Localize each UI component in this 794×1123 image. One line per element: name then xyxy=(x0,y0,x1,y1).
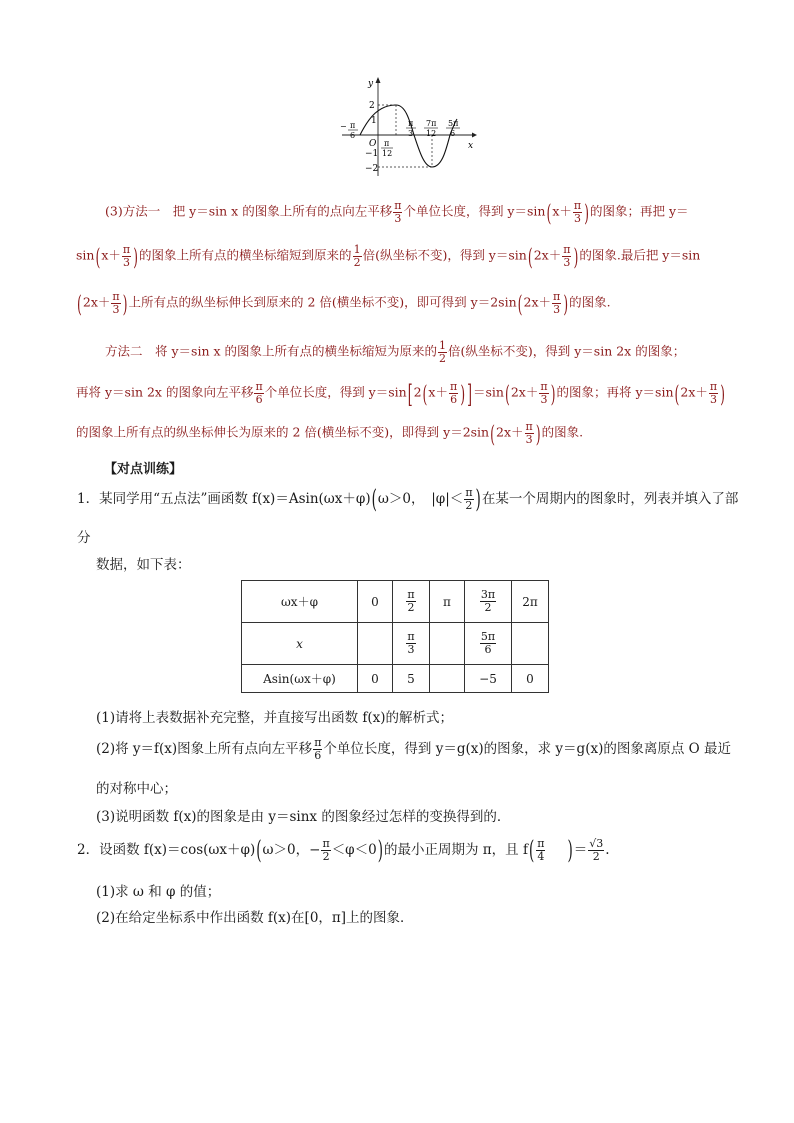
x-tick-7pi-12 xyxy=(424,119,438,138)
q2-sub2: (2)在给定坐标系中作出函数 f(x)在[0，π]上的图象． xyxy=(96,910,414,926)
y-axis-label: y xyxy=(368,79,374,89)
method2-line1: 方法二 将 y＝sin x 的图象上所有点的横坐标缩短为原来的 $\frac{1}{2}$ 倍(纵坐标不变)，得到 y＝sin 2x 的图象； xyxy=(105,339,686,365)
y-tick-2: 2 xyxy=(369,101,375,111)
svg-text:π: π xyxy=(408,119,414,128)
q1-line3: 数据，如下表： xyxy=(96,557,191,573)
table-cell: $\frac{\pi}{2}$ xyxy=(393,581,430,623)
fraction-pi-3: $\frac{\pi}{3}$ xyxy=(394,199,402,225)
svg-text:12: 12 xyxy=(426,129,437,138)
table-cell: −5 xyxy=(465,665,512,693)
method2-line3: 的图象上所有点的纵坐标伸长为原来的 2 倍(横坐标不变)，即得到 y＝2sin(2x＋ $\frac{\pi}{3}$ )的图象. xyxy=(76,418,584,448)
table-cell xyxy=(430,665,465,693)
fraction-pi-3: $\frac{\pi}{3}$ xyxy=(540,380,548,406)
method2-line2: 再将 y＝sin 2x 的图象向左平移 $\frac{\pi}{6}$ 个单位长度，得到 y＝sin[2(x＋ $\frac{\pi}{6}$ ) ]＝sin(2x＋ $\frac{\pi}{3}$ )的图象；再将 y＝sin(2x＋ $\frac{\pi}{3}$ ) xyxy=(76,378,726,409)
table-row xyxy=(242,665,549,693)
svg-text:−: − xyxy=(340,122,347,131)
q2-line1: 2．设函数 f(x)＝cos(ωx＋φ)(ω＞0，− $\frac{\pi}{2}$ ＜φ＜0)的最小正周期为 π，且 f( $\frac{\pi}{4}$ )＝ $\frac{√3}{2}$ . xyxy=(77,835,610,866)
table-cell: $\frac{5\pi}{6}$ xyxy=(465,623,512,665)
x-axis-arrow xyxy=(472,133,477,138)
svg-text:π: π xyxy=(350,121,356,130)
table-cell: 5 xyxy=(393,665,430,693)
table-cell: 0 xyxy=(512,665,549,693)
q2-sub1: (1)求 ω 和 φ 的值； xyxy=(96,884,221,900)
table-cell: $\frac{3\pi}{2}$ xyxy=(465,581,512,623)
table-cell xyxy=(358,623,393,665)
fraction-pi-3: $\frac{\pi}{3}$ xyxy=(563,243,571,269)
five-point-table xyxy=(241,580,549,693)
svg-text:6: 6 xyxy=(350,131,356,140)
fraction-pi-6: $\frac{\pi}{6}$ xyxy=(255,380,263,406)
table-row xyxy=(242,623,549,665)
table-cell: $\frac{\pi}{3}$ xyxy=(393,623,430,665)
y-tick-minus2: −2 xyxy=(365,164,379,174)
fraction-pi-3: $\frac{\pi}{3}$ xyxy=(553,290,561,316)
fraction-pi-3: $\frac{\pi}{3}$ xyxy=(573,199,582,225)
q1-sub3: (3)说明函数 f(x)的图象是由 y＝sinx 的图象经过怎样的变换得到的． xyxy=(96,809,511,825)
table-cell: π xyxy=(430,581,465,623)
fraction-pi-2: $\frac{\pi}{2}$ xyxy=(465,486,473,512)
table-cell xyxy=(430,623,465,665)
method1-line3: (2x＋ $\frac{\pi}{3}$ )上所有点的纵坐标伸长到原来的 2 倍(横坐标不变)，即可得到 y＝2sin(2x＋ $\frac{\pi}{3}$ )的图象. xyxy=(77,288,611,318)
fraction-1-2: $\frac{1}{2}$ xyxy=(353,243,361,269)
fraction-pi-6: $\frac{\pi}{6}$ xyxy=(314,736,322,762)
y-tick-minus1: −1 xyxy=(365,149,379,159)
training-heading: 【对点训练】 xyxy=(104,462,183,477)
sine-graph xyxy=(336,72,486,182)
row-label: ωx＋φ xyxy=(242,581,358,623)
y-tick-1: 1 xyxy=(371,116,377,126)
fraction-1-2: $\frac{1}{2}$ xyxy=(439,339,446,365)
svg-text:7π: 7π xyxy=(426,119,437,128)
fraction-pi-2: $\frac{\pi}{2}$ xyxy=(322,837,330,863)
svg-text:12: 12 xyxy=(382,149,393,158)
q1-sub2: (2)将 y＝f(x)图象上所有点向左平移 $\frac{\pi}{6}$ 个单位长度，得到 y＝g(x)的图象，求 y＝g(x)的图象离原点 O 最近 xyxy=(96,736,731,762)
fraction-pi-6: $\frac{\pi}{6}$ xyxy=(449,380,458,406)
fraction-pi-3: $\frac{\pi}{3}$ xyxy=(525,420,533,446)
svg-text:5π: 5π xyxy=(448,119,459,128)
row-label: x xyxy=(242,623,358,665)
q1-line1: 1．某同学用“五点法”画函数 f(x)＝Asin(ωx＋φ)(ω＞0， |φ|＜ $\frac{\pi}{2}$ )在某一个周期内的图象时，列表并填入了部 xyxy=(77,484,739,515)
table-cell xyxy=(512,623,549,665)
origin-label: O xyxy=(369,139,377,149)
fraction-pi-3: $\frac{\pi}{3}$ xyxy=(112,290,120,316)
x-axis-label: x xyxy=(468,141,474,151)
x-tick-pi-12 xyxy=(381,139,393,158)
row-label: Asin(ωx＋φ) xyxy=(242,665,358,693)
svg-text:6: 6 xyxy=(450,129,456,138)
method1-line2: sin(x＋ $\frac{\pi}{3}$ )的图象上所有点的横坐标缩短到原来的 $\frac{1}{2}$ 倍(纵坐标不变)，得到 y＝sin(2x＋ $\frac{\pi}{3}$ )的图象.最后把 y＝sin xyxy=(76,241,701,271)
q1-sub2-cont: 的对称中心； xyxy=(96,781,177,797)
fraction-pi-3: $\frac{\pi}{3}$ xyxy=(709,380,718,406)
svg-text:π: π xyxy=(384,139,390,148)
table-cell: 0 xyxy=(358,665,393,693)
table-cell: 0 xyxy=(358,581,393,623)
fraction-pi-3: $\frac{\pi}{3}$ xyxy=(122,243,131,269)
fraction-sqrt3-2: $\frac{√3}{2}$ xyxy=(589,837,604,863)
method1-line1: (3)方法一 把 y＝sin x 的图象上所有的点向左平移 $\frac{\pi}{3}$ 个单位长度，得到 y＝sin(x＋ $\frac{\pi}{3}$ )的图象；再把 y＝ xyxy=(105,197,689,227)
y-axis-arrow xyxy=(376,77,381,83)
table-cell: 2π xyxy=(512,581,549,623)
q1-line2: 分 xyxy=(77,530,91,546)
q1-sub1: (1)请将上表数据补充完整，并直接写出函数 f(x)的解析式； xyxy=(96,710,454,726)
svg-text:3: 3 xyxy=(408,129,414,138)
fraction-pi-4: $\frac{\pi}{4}$ xyxy=(537,837,545,863)
x-tick-minus-pi-6 xyxy=(340,121,358,140)
table-row xyxy=(242,581,549,623)
